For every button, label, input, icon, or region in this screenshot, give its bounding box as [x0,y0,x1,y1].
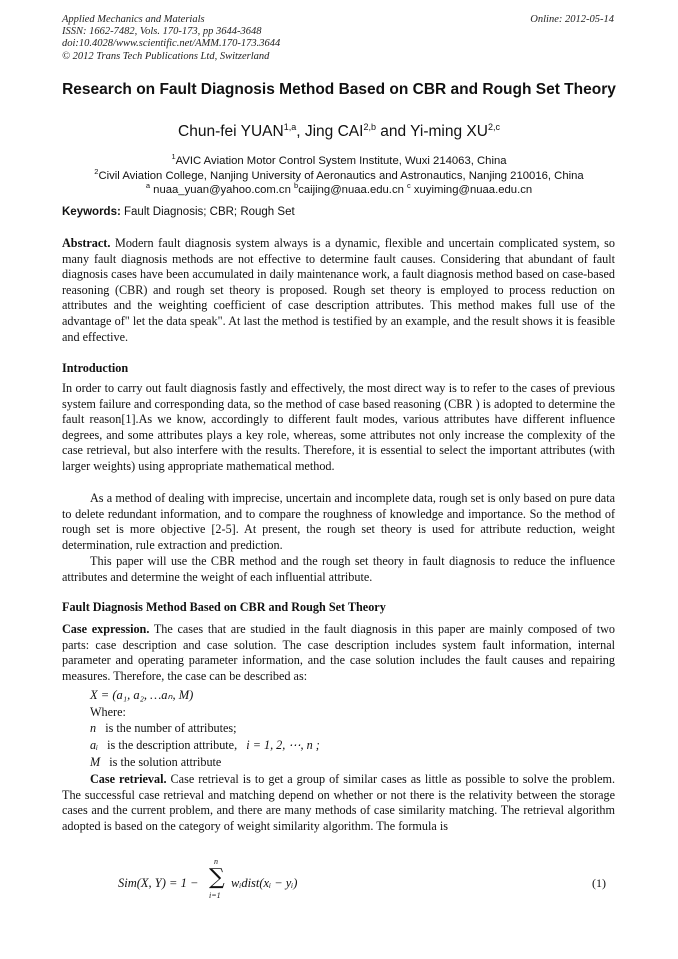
doi-line[interactable]: doi:10.4028/www.scientific.net/AMM.170-173.3644 [62,38,281,50]
case-retrieval-label: Case retrieval. [90,772,167,786]
email-sup: b [294,181,299,190]
equation-number: (1) [592,876,606,890]
section-heading: Fault Diagnosis Method Based on CBR and Rough Set Theory [62,600,386,614]
author-sup: 2,c [487,122,500,132]
keywords-label: Keywords: [62,206,121,218]
journal-name: Applied Mechanics and Materials [62,14,205,25]
abstract-label: Abstract. [62,236,111,250]
symbol: n [90,721,97,735]
formula-lhs: Sim(X, Y) = 1 − [118,876,199,890]
author-list [62,122,616,141]
intro-heading: Introduction [62,361,129,375]
copyright-line: © 2012 Trans Tech Publications Ltd, Switzerland [62,50,270,62]
intro-paragraph-3: This paper will use the CBR method and the rough set theory in fault diagnosis to reduce the influence attributes and determine the weight of each influential attribute. [62,554,615,584]
affiliation-sup: 1 [171,152,176,161]
intro-paragraph-1: In order to carry out fault diagnosis fastly and effectively, the most direct way is to refer to the cases of previous system failure and corresponding data, so the method of case based reasoning (CBR ) is adopted to determine the fault reason[1].As we know, accordingly to different fault modes, various attributes have different influence degrees, and some attributes plays a key role, whereas, some attributes not only increase the complexity of the case retrieval, but also interfere with the results. Therefore, it is essential to select the important attributes (with larger weights) using appropriate mathematical method. [62,381,615,473]
case-retrieval-paragraph [62,772,615,834]
definition-text: is the number of attributes; [105,721,237,735]
definition-m [90,755,221,771]
case-expression-label: Case expression. [62,622,150,636]
sum-symbol: ∑ [209,865,225,890]
definition-text: is the description attribute, [107,738,238,752]
similarity-formula [118,857,318,902]
case-retrieval-text: Case retrieval is to get a group of similar cases as little as possible to solve the problem. The successful case retrieval and matching depend on whether or not there is the relativity between the storage cases and the current problem, and there are many methods of case similarity matching. The retrieval algorithm adopted is based on the category of weight similarity algorithm. The formula is [62,772,616,833]
author-name: Yi-ming XU [410,123,488,141]
sum-lower-limit: i=1 [209,891,221,900]
email-address[interactable]: caijing@nuaa.edu.cn [298,183,404,196]
email-line [62,179,616,197]
case-expression-paragraph [62,622,615,684]
author-separator: , [296,123,305,141]
email-sup: a [145,181,151,190]
case-expression-text: The cases that are studied in the fault diagnosis in this paper are mainly composed of two parts: case description and case solution. The case description includes system fault information, internal parameter and operating parameter information, and the case solution includes the fault causes and repairing measures. Therefore, the case can be described as: [62,622,616,683]
definition-a [90,738,320,754]
issn-line: ISSN: 1662-7482, Vols. 170-173, pp 3644-3648 [62,26,262,38]
email-sup: c [407,181,411,190]
abstract [62,236,615,345]
author-sup: 1,a [283,122,297,132]
paper-title: Research on Fault Diagnosis Method Based on CBR and Rough Set Theory [62,81,616,98]
journal-header [62,14,280,63]
email-address[interactable]: nuaa_yuan@yahoo.com.cn [153,183,291,196]
where-label: Where: [90,705,126,719]
affiliation-text: Civil Aviation College, Nanjing University of Aeronautics and Astronautics, Nanjing 210016, China [98,169,584,182]
keywords-text: Fault Diagnosis; CBR; Rough Set [124,206,295,218]
definition-text: is the solution attribute [109,755,222,769]
symbol: aᵢ [90,738,99,752]
online-date: Online: 2012-05-14 [530,14,614,25]
author-sup: 2,b [363,122,376,132]
affiliation-text: AVIC Aviation Motor Control System Institute, Wuxi 214063, China [175,154,507,167]
abstract-text: Modern fault diagnosis system always is a dynamic, flexible and uncertain complicated system, so many fault diagnosis methods are not effective to determine fault causes. Considering that abundant of fault diagnosis cases have been accumulated in daily maintenance work, a fault diagnosis method based on case-based reasoning (CBR) and rough set theory is proposed. Rough set theory is employed to process reduction on attributes and the weighting coefficient of case description attributes. This method makes full use of the advantage of" let the data speak". At last the method is testified by an example, and the result shows it is feasible and effective. [62,236,616,344]
author-name: Chun-fei YUAN [178,123,284,141]
keywords [62,206,295,218]
email-address[interactable]: xuyiming@nuaa.edu.cn [413,183,533,196]
intro-paragraph-2: As a method of dealing with imprecise, uncertain and incomplete data, rough set is only based on pure data to delete redundant information, and to compare the roughness of knowledge and importance. So the method of rough set is more objective [2-5]. At present, the rough set theory is used for attribute reduction, weight determination, rule extraction and prediction. [62,491,615,552]
sum-upper-limit: n [214,857,218,866]
case-formula: X = (a₁, a₂, …aₙ, M) [90,688,194,702]
affiliation-sup: 2 [94,166,99,176]
index-range: i = 1, 2, ⋯, n ; [246,738,320,752]
definition-n [90,721,237,737]
author-separator: and [375,123,411,141]
author-name: Jing CAI [304,123,364,141]
symbol: M [90,755,101,769]
formula-rhs: wᵢdist(xᵢ − yᵢ) [231,876,298,890]
